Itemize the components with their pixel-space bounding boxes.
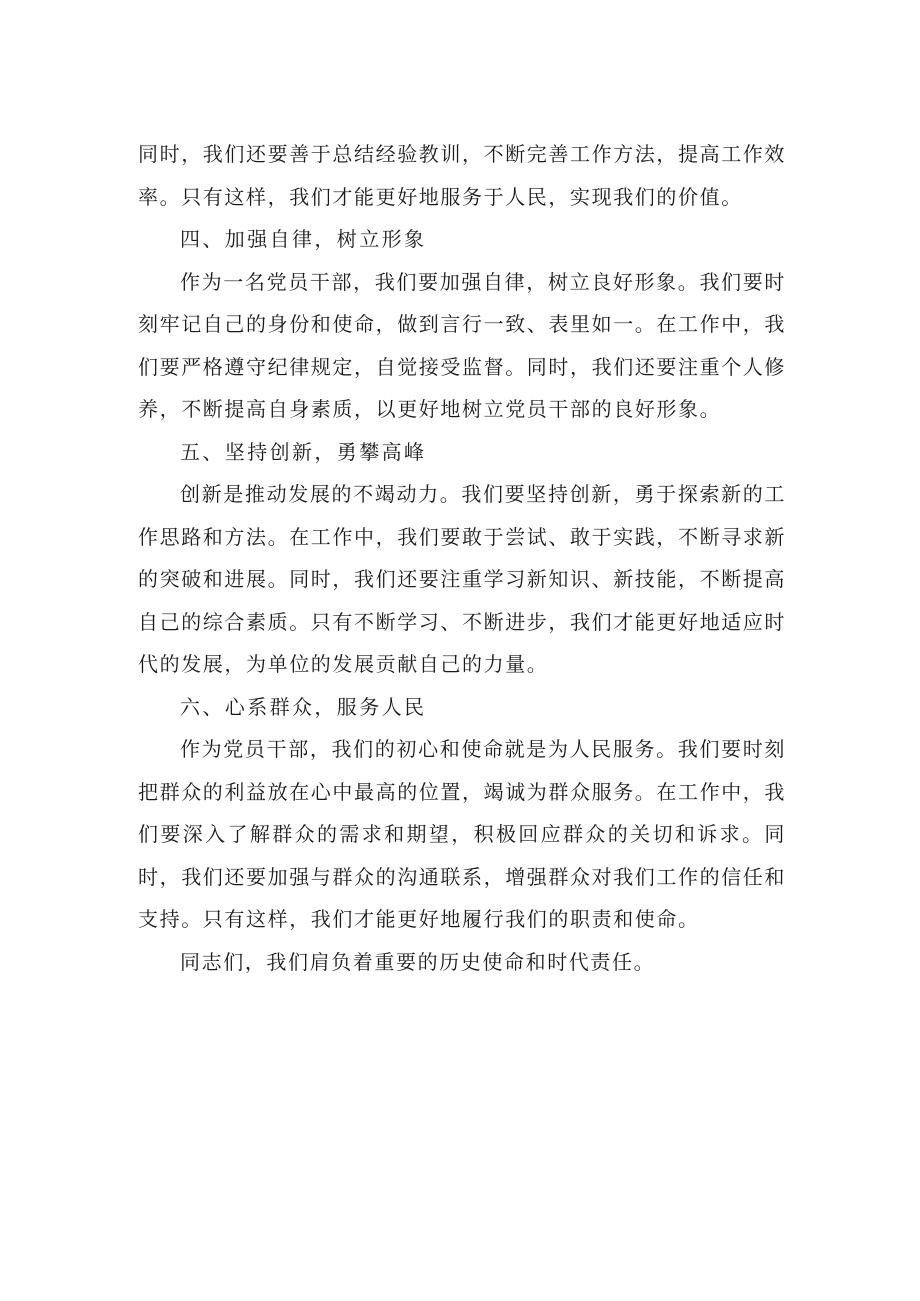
document-body: [138, 133, 786, 983]
paragraph-work-methods: 同时，我们还要善于总结经验教训，不断完善工作方法，提高工作效率。只有这样，我们才能更好地服务于人民，实现我们的价值。: [138, 142, 786, 209]
section-heading-innovation: 五、坚持创新，勇攀高峰: [180, 439, 427, 464]
paragraph-self-discipline: 作为一名党员干部，我们要加强自律，树立良好形象。我们要时刻牢记自己的身份和使命，做到言行一致、表里如一。在工作中，我们要严格遵守纪律规定，自觉接受监督。同时，我们还要注重个人修养，不断提高自身素质，以更好地树立党员干部的良好形象。: [138, 269, 786, 421]
paragraph-innovation: 创新是推动发展的不竭动力。我们要坚持创新，勇于探索新的工作思路和方法。在工作中，我们要敢于尝试、敢于实践，不断寻求新的突破和进展。同时，我们还要注重学习新知识、新技能，不断提高自己的综合素质。只有不断学习、不断进步，我们才能更好地适应时代的发展，为单位的发展贡献自己的力量。: [138, 482, 786, 676]
paragraph-closing: 同志们，我们肩负着重要的历史使命和时代责任。: [180, 949, 656, 974]
paragraph-serve-people: 作为党员干部，我们的初心和使命就是为人民服务。我们要时刻把群众的利益放在心中最高的位置，竭诚为群众服务。在工作中，我们要深入了解群众的需求和期望，积极回应群众的关切和诉求。同时，我们还要加强与群众的沟通联系，增强群众对我们工作的信任和支持。只有这样，我们才能更好地履行我们的职责和使命。: [138, 737, 786, 931]
section-heading-self-discipline: 四、加强自律，树立形象: [180, 227, 427, 251]
section-heading-serve-people: 六、心系群众，服务人民: [180, 694, 427, 719]
